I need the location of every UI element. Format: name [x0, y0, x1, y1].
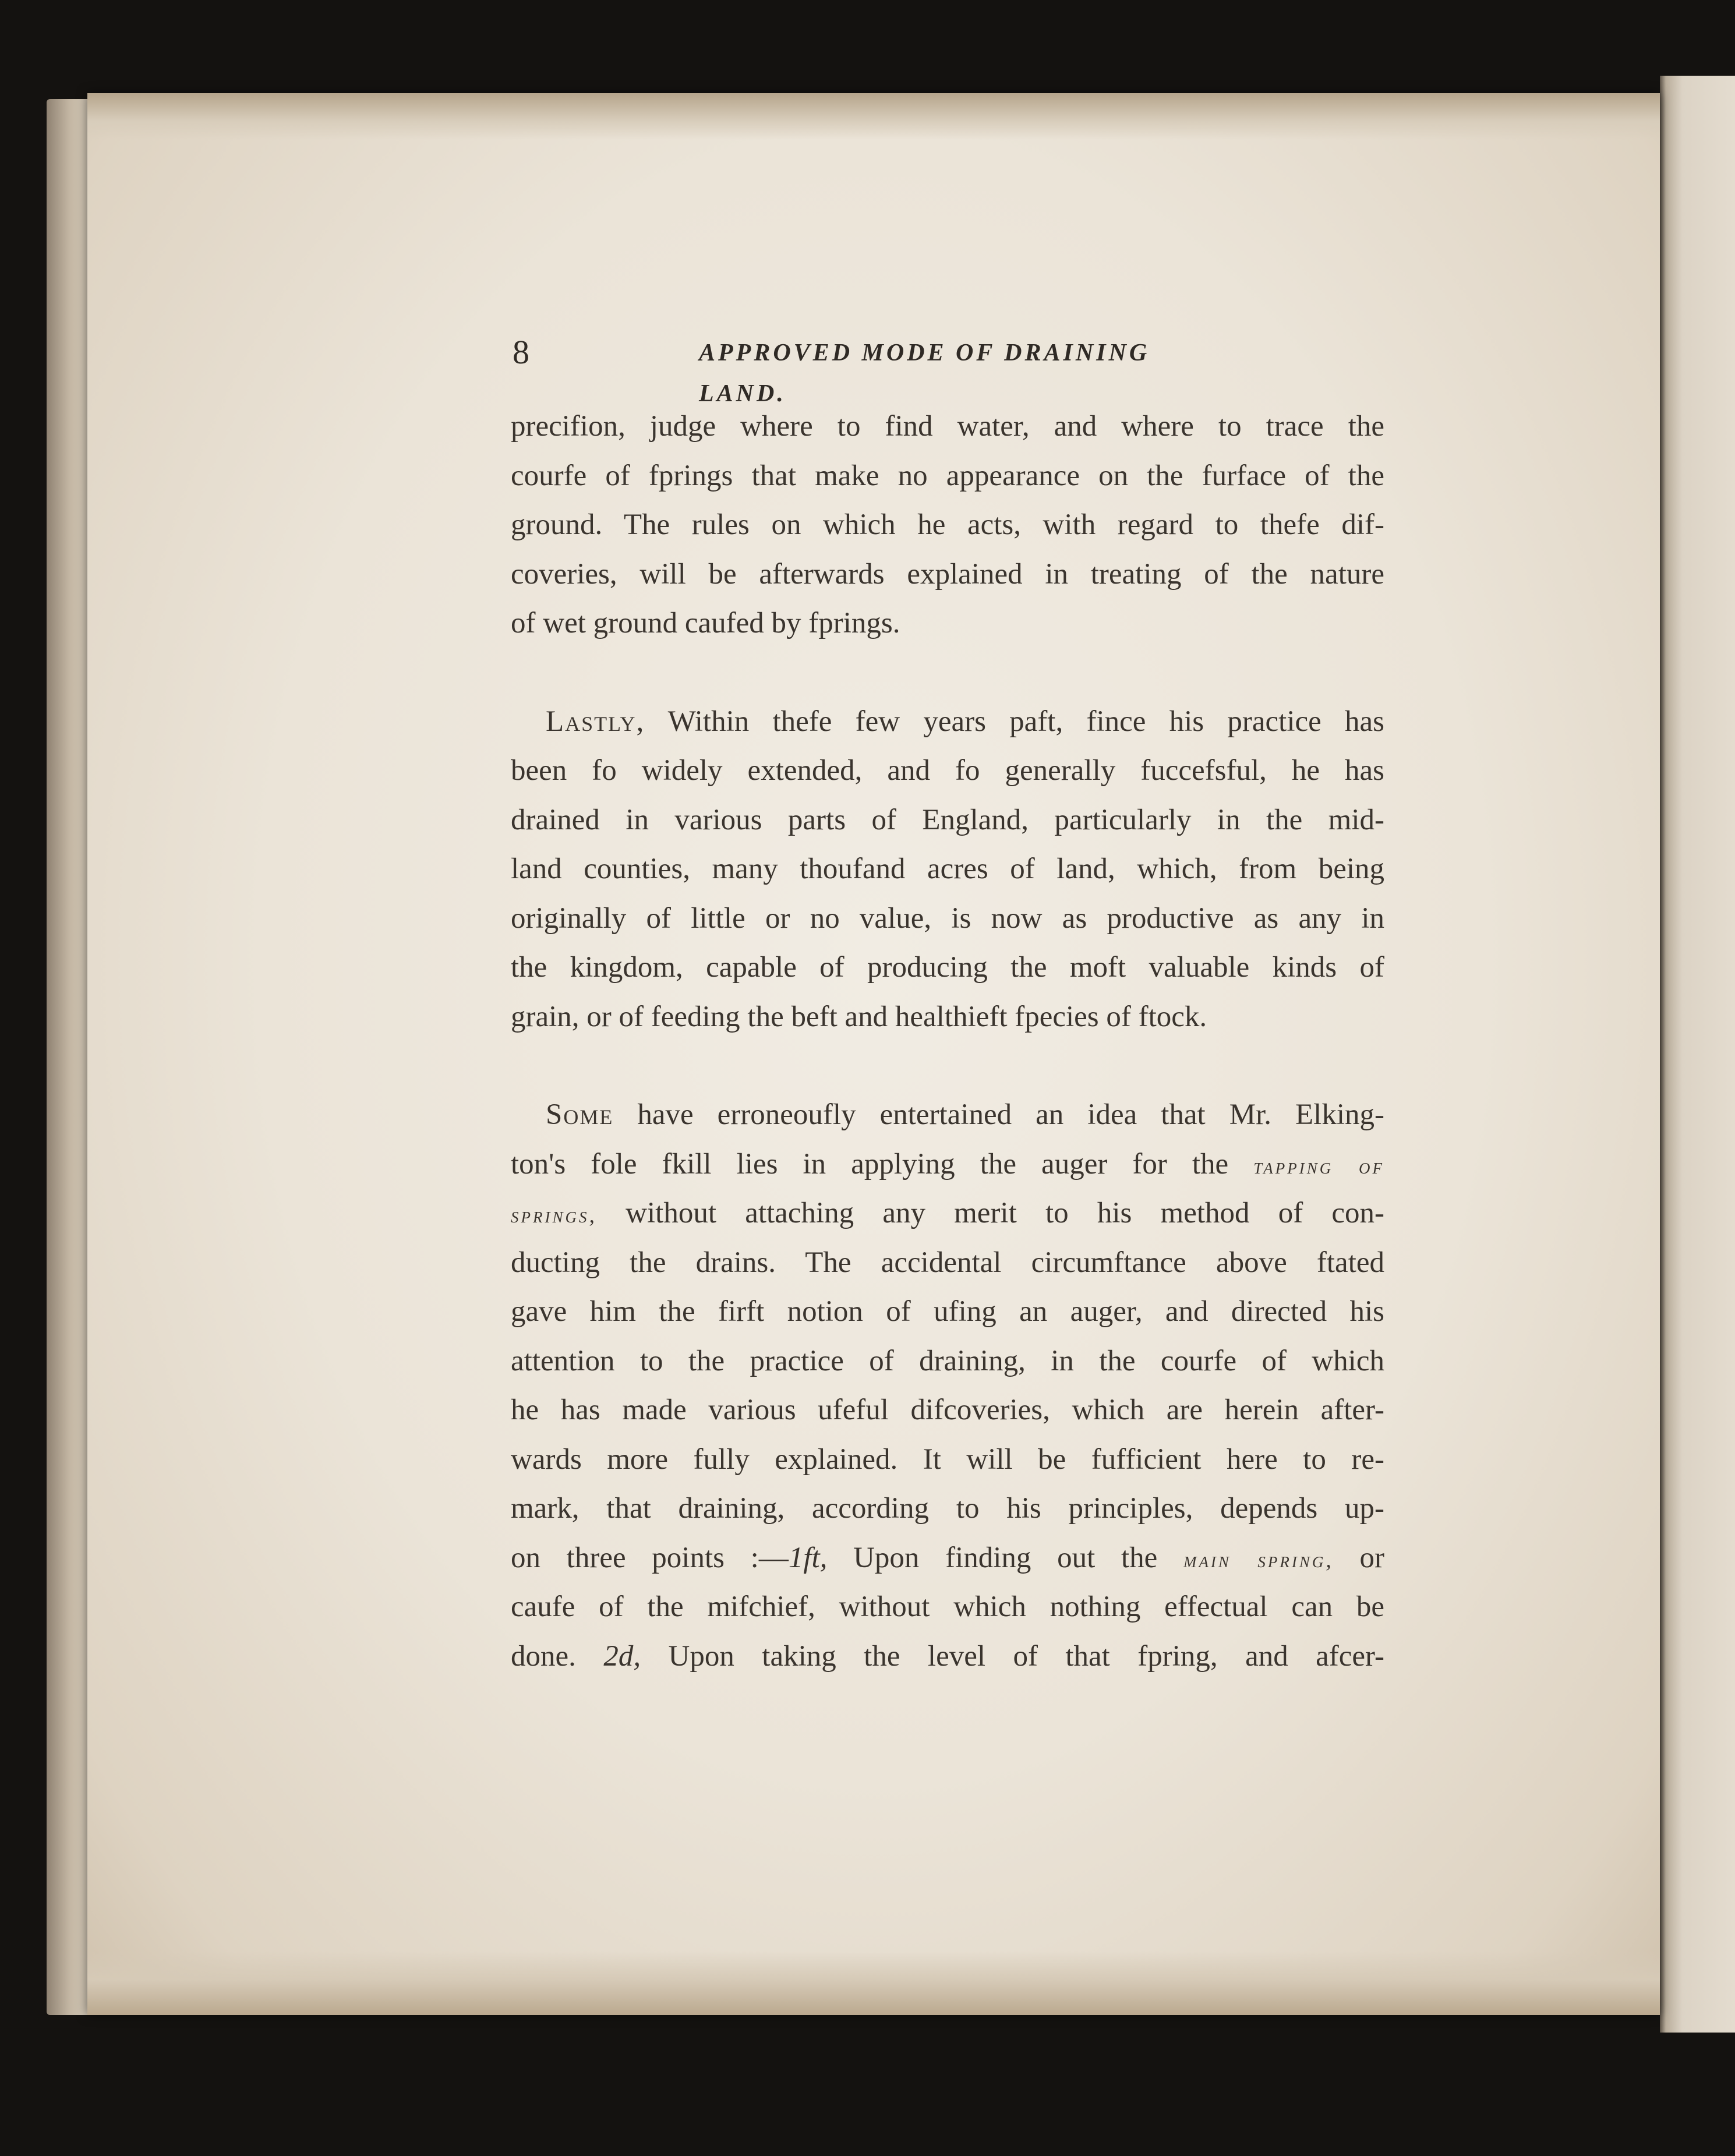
emphasis-phrase: main spring, — [1183, 1547, 1334, 1572]
text-span: or — [1333, 1541, 1385, 1574]
ordinal: 2d, — [603, 1639, 641, 1673]
text-span: ton's fole fkill lies in applying the auger for the — [511, 1147, 1254, 1181]
paragraph-gap — [511, 1041, 1384, 1090]
text-line: he has made various ufeful difcoveries, which are herein after- — [511, 1394, 1384, 1426]
text-span: Within thefe few years paft, fince his practice has — [645, 705, 1384, 738]
text-span: on three points :— — [511, 1541, 789, 1574]
facing-page-edge — [1660, 76, 1735, 2033]
text-line: ground. The rules on which he acts, with regard to thefe dif- — [511, 508, 1384, 541]
text-line — [511, 1140, 1384, 1189]
text-line: wards more fully explained. It will be fufficient here to re- — [511, 1443, 1384, 1476]
paragraph-gap — [511, 648, 1384, 697]
paragraph-2 — [511, 697, 1384, 1042]
paragraph-1 — [511, 402, 1384, 648]
text-span: Upon taking the level of that fpring, and afcer- — [641, 1639, 1385, 1673]
text-line: of wet ground caufed by fprings. — [511, 607, 900, 639]
emphasis-phrase: tapping of — [1253, 1154, 1384, 1179]
text-line: attention to the practice of draining, in the courfe of which — [511, 1344, 1384, 1377]
text-span: Upon finding out the — [827, 1541, 1183, 1574]
text-line: courfe of fprings that make no appearance on the furface of the — [511, 459, 1384, 492]
text-line: been fo widely extended, and fo generally fuccefsful, he has — [511, 754, 1384, 787]
text-line: drained in various parts of England, particularly in the mid- — [511, 803, 1384, 836]
page-number: 8 — [513, 333, 529, 371]
text-line: precifion, judge where to find water, and where to trace the — [511, 410, 1384, 443]
running-title: APPROVED MODE OF DRAINING LAND. — [699, 340, 1150, 407]
text-line: coveries, will be afterwards explained in treating of the nature — [511, 557, 1384, 591]
text-line: grain, or of feeding the beft and healthieft fpecies of ftock. — [511, 1000, 1207, 1033]
lead-word: Lastly, — [546, 705, 645, 738]
text-line: mark, that draining, according to his principles, depends up- — [511, 1492, 1384, 1525]
text-line: the kingdom, capable of producing the moft valuable kinds of — [511, 951, 1384, 984]
text-span: done. — [511, 1639, 604, 1673]
text-line: originally of little or no value, is now as productive as any in — [511, 902, 1384, 935]
text-line — [511, 697, 1384, 747]
emphasis-phrase: springs, — [511, 1203, 597, 1228]
text-line — [511, 1632, 1384, 1681]
text-span: have erroneoufly entertained an idea that Mr. Elking- — [613, 1098, 1384, 1131]
text-span: without attaching any merit to his method of con- — [596, 1197, 1384, 1229]
text-line: gave him the firft notion of ufing an auger, and directed his — [511, 1295, 1384, 1328]
text-line — [511, 1189, 1384, 1238]
text-line: caufe of the mifchief, without which nothing effectual can be — [511, 1591, 1384, 1623]
body-text — [511, 402, 1384, 1681]
page-header — [513, 329, 1211, 407]
ordinal: 1ft, — [788, 1541, 828, 1574]
text-line — [511, 1090, 1384, 1140]
text-line: ducting the drains. The accidental circumftance above ftated — [511, 1246, 1384, 1279]
paragraph-3 — [511, 1090, 1384, 1681]
text-line — [511, 1533, 1384, 1583]
lead-word: Some — [546, 1098, 614, 1131]
text-line: land counties, many thoufand acres of land, which, from being — [511, 853, 1384, 885]
